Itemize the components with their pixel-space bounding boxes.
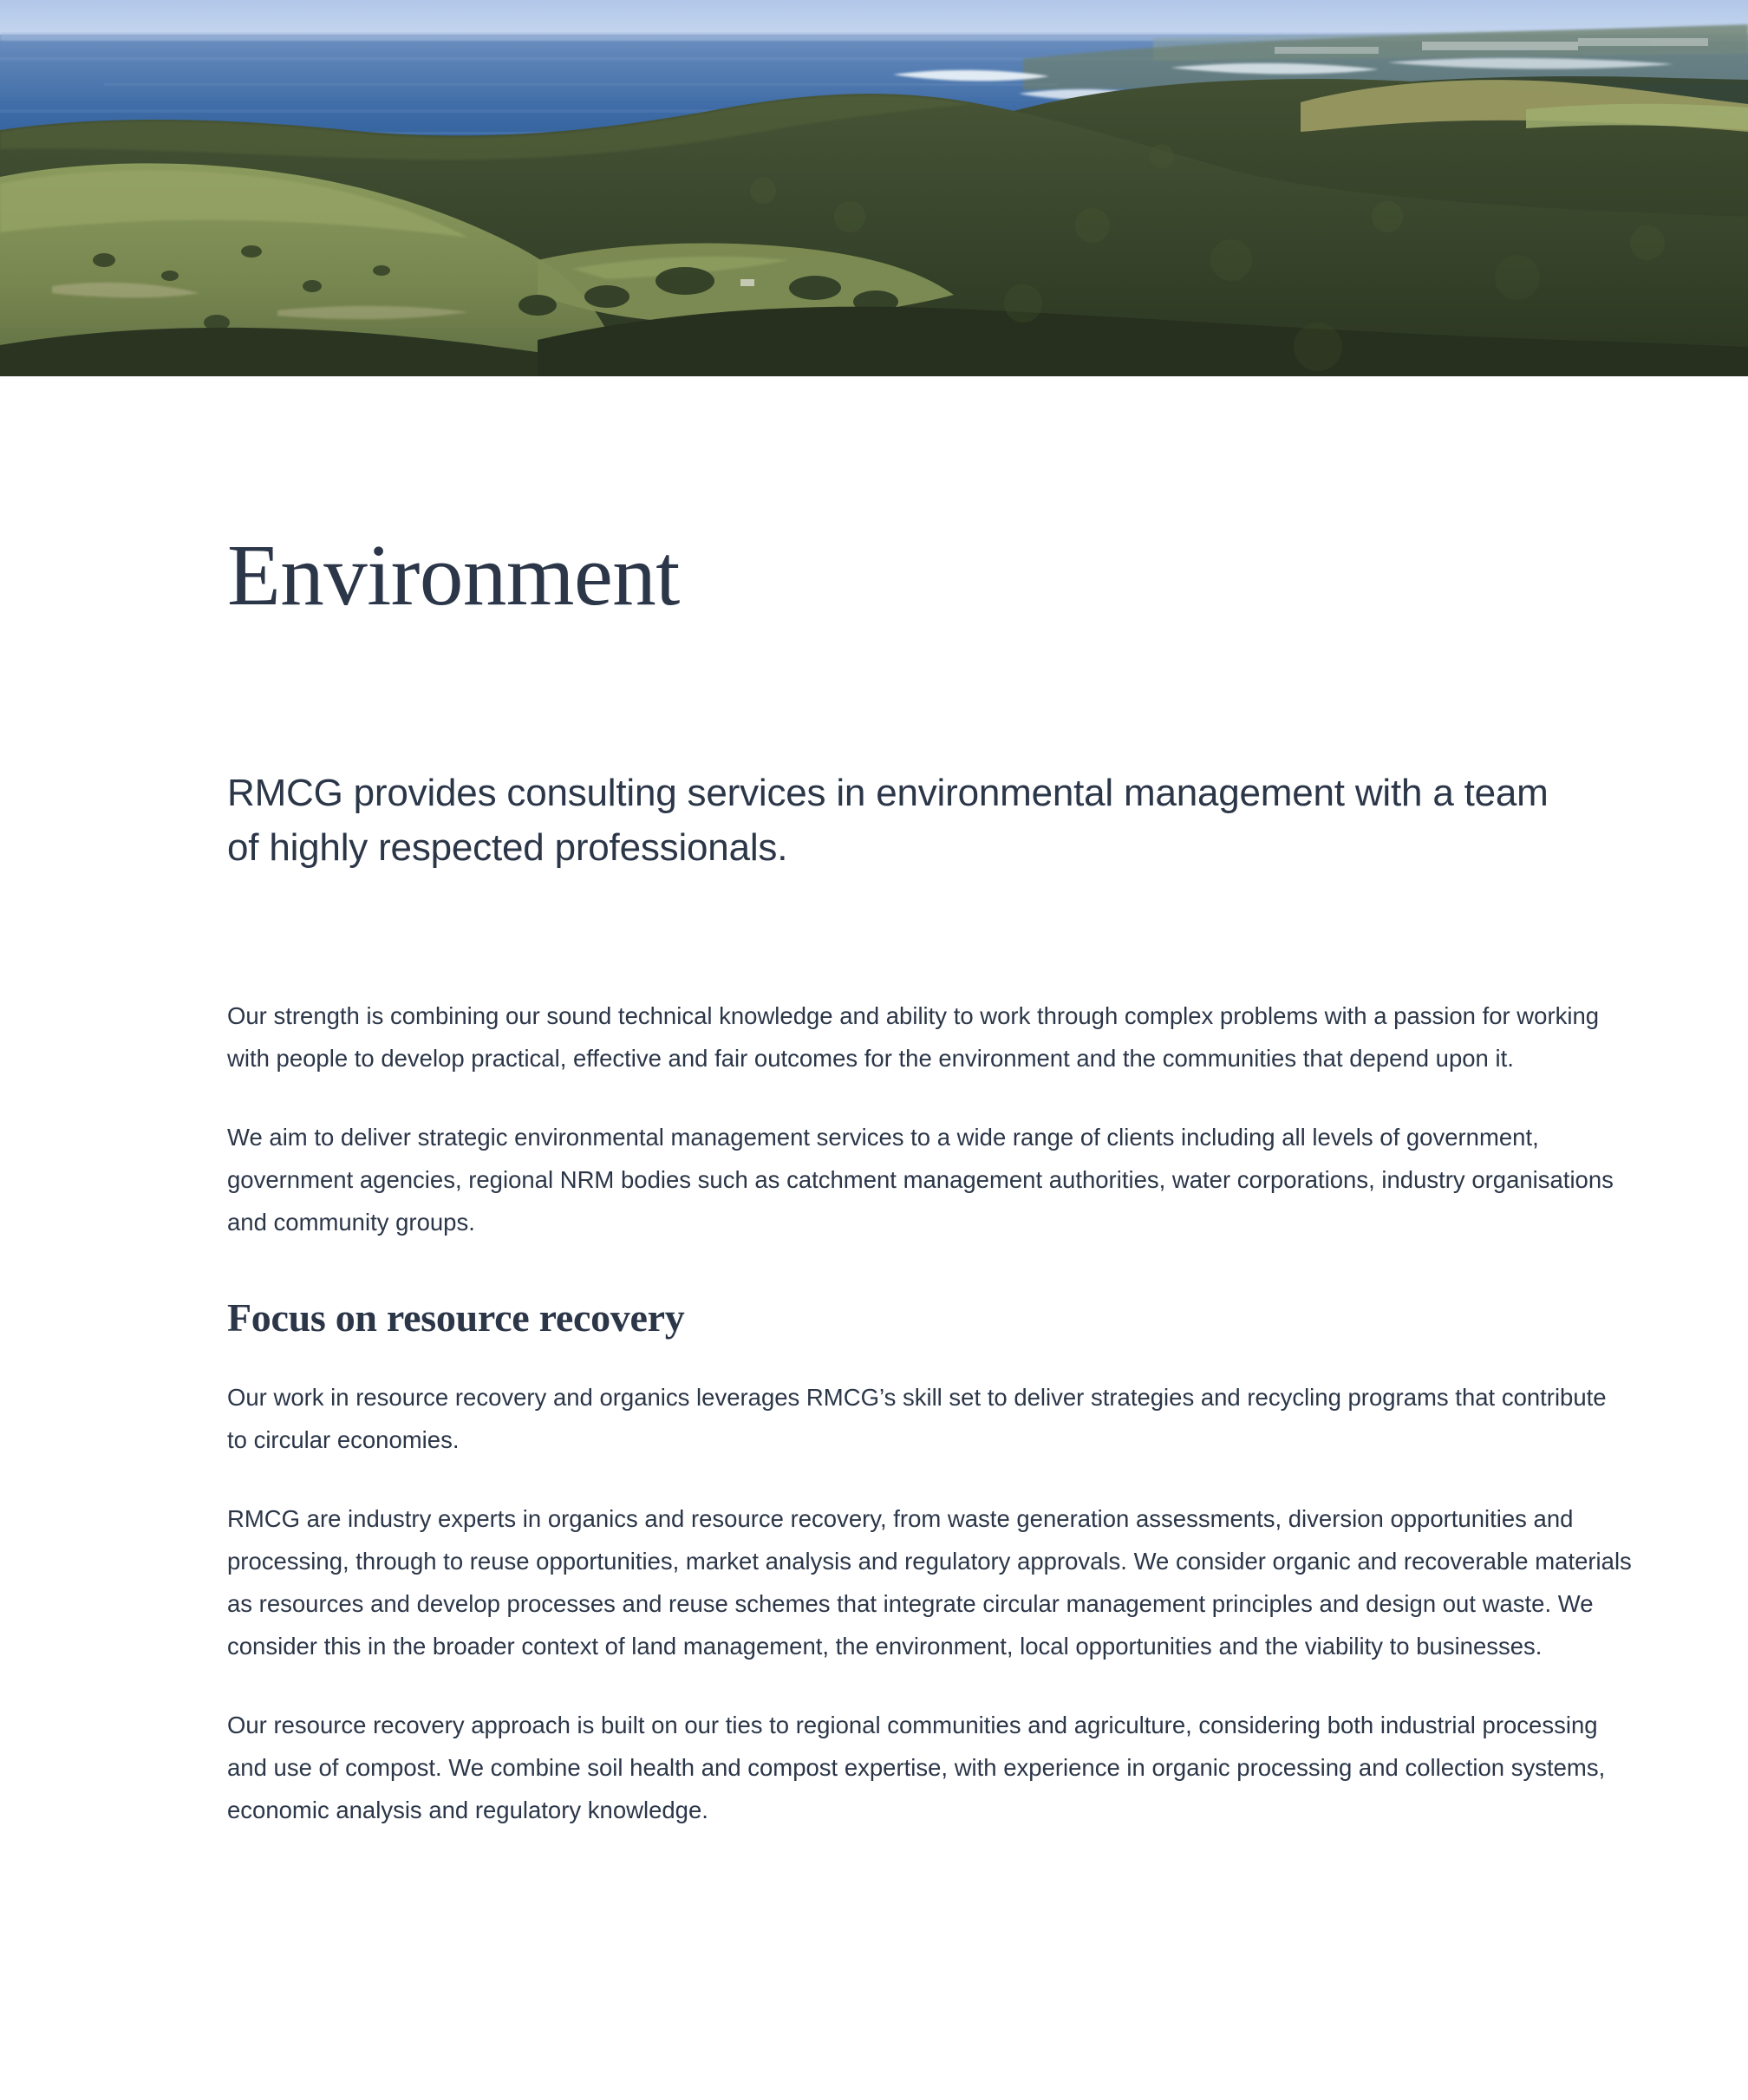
paragraph: Our strength is combining our sound technical knowledge and ability to work through complex problems with a passion for working with people to develop practical, effective and fair outcomes for the environment and the communities that depend upon it. [227, 1001, 1600, 1072]
section-paragraphs [227, 1377, 1649, 1831]
page-lede: RMCG provides consulting services in environmental management with a team of highly respected professionals. [227, 772, 1549, 869]
content-column [227, 526, 1649, 1832]
section-heading-resource-recovery: Focus on resource recovery [227, 1295, 685, 1340]
paragraph: RMCG are industry experts in organics and resource recovery, from waste generation assessments, diversion opportunities and processing, through to reuse opportunities, market analysis and regulatory approvals. We consider organic and recoverable materials as resources and develop processes and reuse schemes that integrate circular management principles and design out waste. We consider this in the broader context of land management, the environment, local opportunities and the viability to businesses. [227, 1505, 1632, 1660]
page-title: Environment [227, 526, 680, 623]
intro-paragraphs [227, 995, 1649, 1244]
farm-building [740, 279, 754, 286]
page-body [0, 376, 1748, 1832]
hero-landscape-image [0, 0, 1748, 376]
paragraph: Our resource recovery approach is built on our ties to regional communities and agriculture, considering both industrial processing and use of compost. We combine soil health and compost expertise, with experience in organic processing and collection systems, economic analysis and regulatory knowledge. [227, 1711, 1606, 1823]
paragraph: Our work in resource recovery and organics leverages RMCG’s skill set to deliver strategies and recycling programs that contribute to circular economies. [227, 1384, 1607, 1454]
hero-banner [0, 0, 1748, 376]
paragraph: We aim to deliver strategic environmental management services to a wide range of clients including all levels of government, government agencies, regional NRM bodies such as catchment management authorities, water corporations, industry organisations and community groups. [227, 1123, 1614, 1236]
